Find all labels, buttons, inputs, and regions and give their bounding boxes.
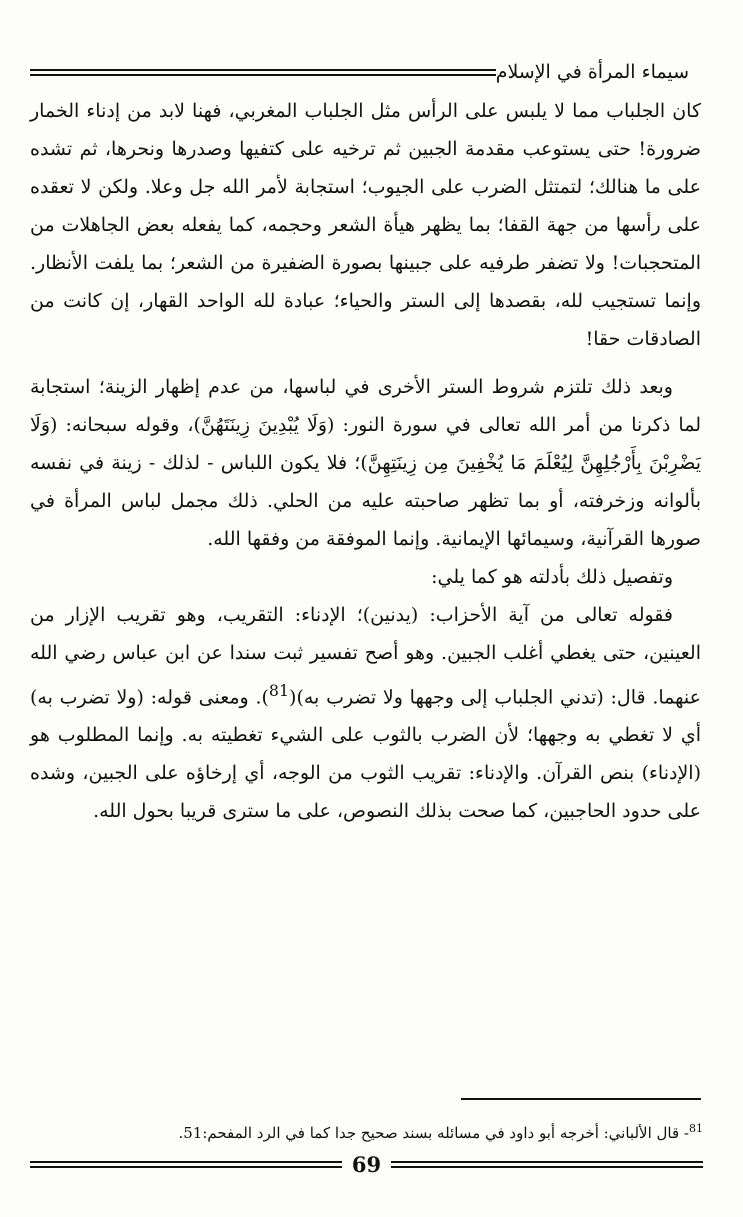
footnote-number: 81 [689,1122,703,1135]
header-double-rule [30,69,496,76]
footnote-separator [461,1098,701,1100]
paragraph-3: وتفصيل ذلك بأدلته هو كما يلي: [431,566,673,588]
footnote [30,1117,703,1145]
footer-rule-left [30,1161,342,1168]
page-header [30,52,703,92]
footer-rule-right [391,1161,703,1168]
running-title: سيماء المرأة في الإسلام [495,61,689,83]
paragraph-1: كان الجلباب مما لا يلبس على الرأس مثل الجلباب المغربي، فهنا لابد من إدناء الخمار ضرورة! حتى يستوعب مقدمة الجبين ثم ترخيه على كتفيها وصدرها ونحرها، ثم تشده على ما هنالك؛ لتمتثل الضرب على الجيوب؛ استجابة لأمر الله جل وعلا. ولكن لا تعقده على رأسها من جهة القفا؛ بما يظهر هيأة الشعر وحجمه، كما يفعله بعض الجاهلات من المتحجبات! ولا تضفر طرفيه على جبينها بصورة الضفيرة من الشعر؛ بما يلفت الأنظار. وإنما تستجيب لله، بقصدها إلى الستر والحياء؛ عبادة لله الواحد القهار، إن كانت من الصادقات حقا! [30,100,701,350]
page-number: 69 [351,1151,382,1177]
footnote-text: - قال الألباني: أخرجه أبو داود في مسائله بسند صحيح جدا كما في الرد المفحم:51. [178,1124,689,1142]
main-text [30,92,701,830]
paragraph-2: وبعد ذلك تلتزم شروط الستر الأخرى في لباسها، من عدم إظهار الزينة؛ استجابة لما ذكرنا من أمر الله تعالى في سورة النور: (وَلَا يُبْدِينَ زِينَتَهُنَّ)، وقوله سبحانه: (وَلَا يَضْرِبْنَ بِأَرْجُلِهِنَّ لِيُعْلَمَ مَا يُخْفِينَ مِن زِينَتِهِنَّ)؛ فلا يكون اللباس - لذلك - زينة في نفسه بألوانه وزخرفته، أو بما تظهر صاحبته عليه من الحلي. ذلك مجمل لباس المرأة في صورها القرآنية، وسيمائها الإيمانية. وإنما الموفقة من وفقها الله. [30,376,701,550]
footnote-ref[interactable]: 81 [268,681,290,700]
paragraph-4-text: فقوله تعالى من آية الأحزاب: (يدنين)؛ الإدناء: التقريب، وهو تقريب الإزار من العينين، حتى يغطي أغلب الجبين. وهو أصح تفسير ثبت سندا عن ابن عباس رضي الله عنهما. قال: (تدني الجلباب إلى وجهها ولا تضرب به)( [30,604,701,709]
paragraph-4 [30,596,701,830]
page-footer [30,1144,703,1184]
paragraph-4-continuation: ). ومعنى قوله: (ولا تضرب به) أي لا تغطي به وجهها؛ لأن الضرب بالثوب على الشيء تغطيته به. وإنما المطلوب هو (الإدناء) بنص القرآن. والإدناء: تقريب الثوب من الوجه، أي إرخاؤه على الجبين، وشده على حدود الحاجبين، كما صحت بذلك النصوص، على ما سترى قريبا بحول الله. [30,686,701,823]
